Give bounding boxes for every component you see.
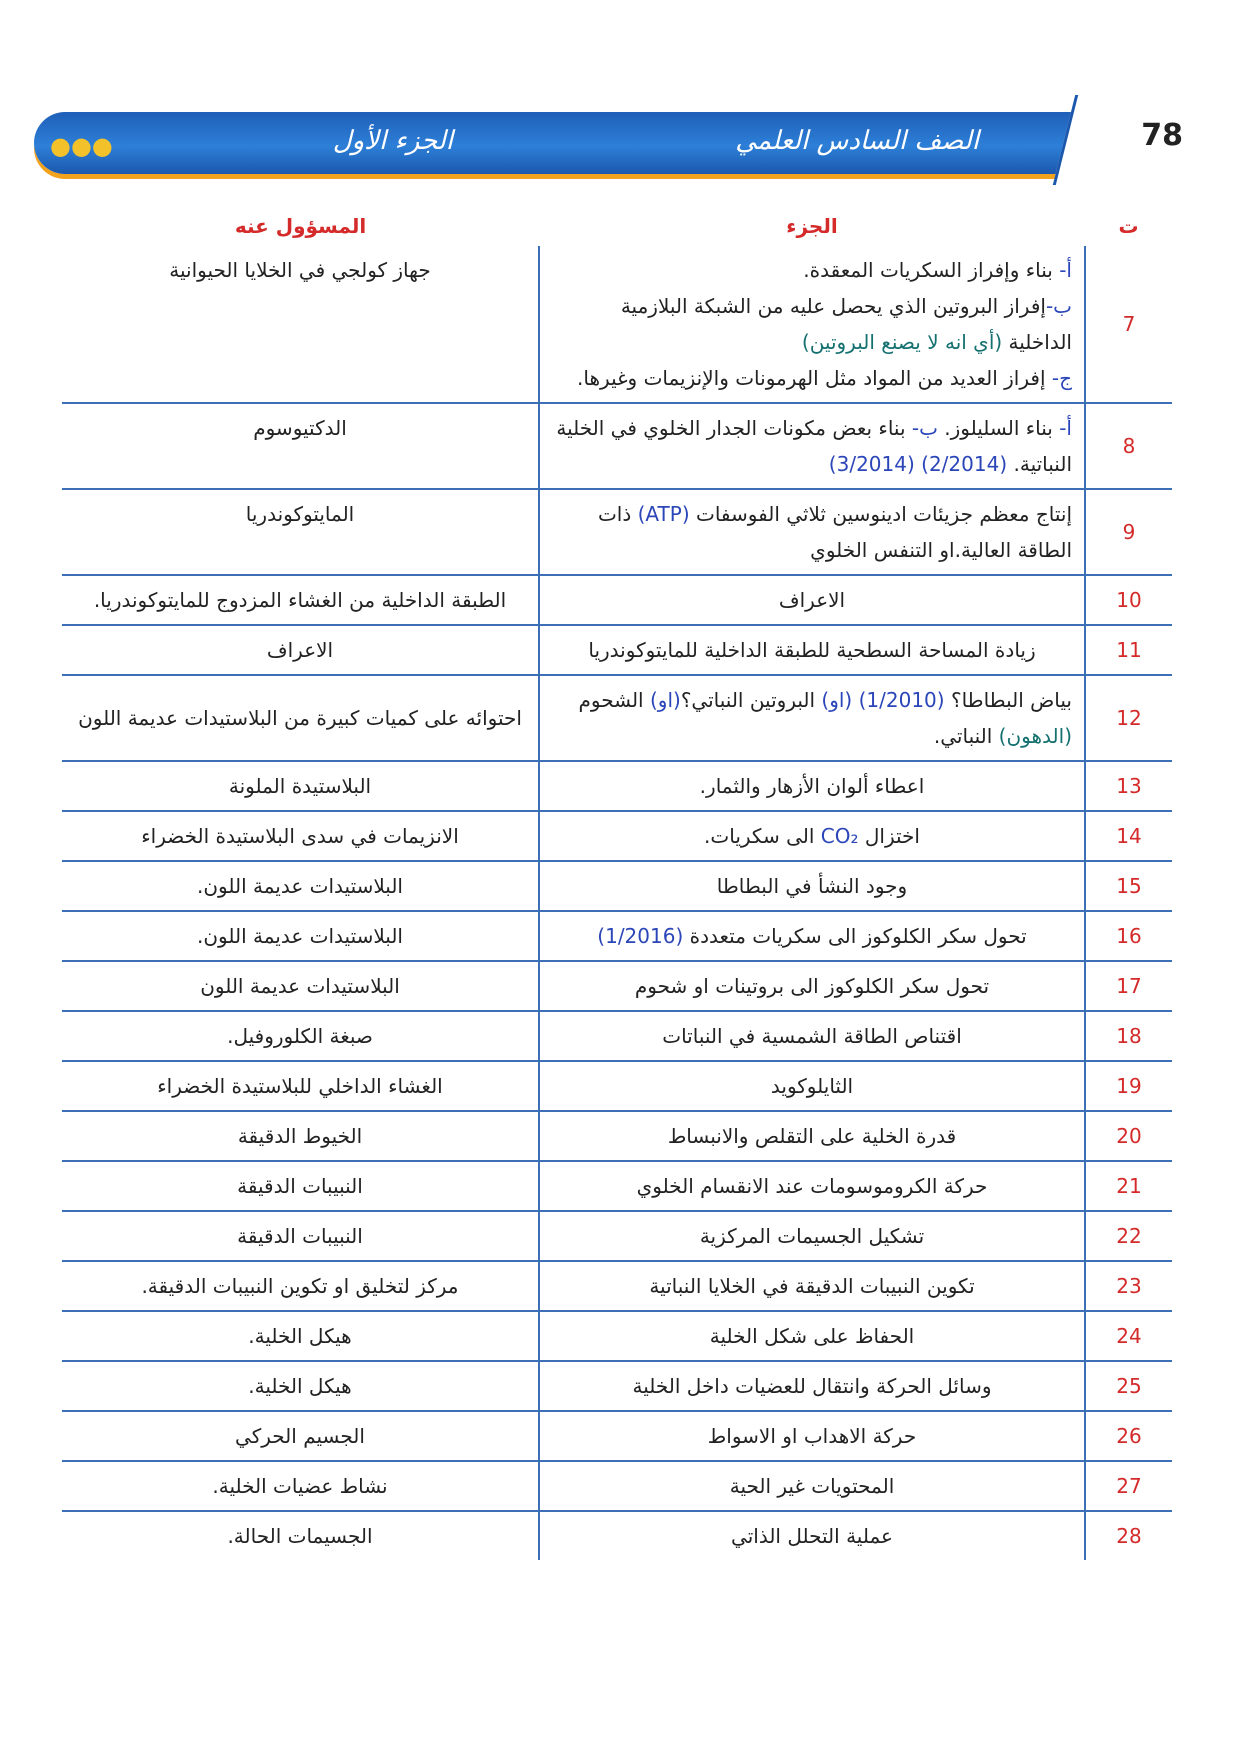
row-number: 19 — [1085, 1061, 1172, 1111]
row-number: 10 — [1085, 575, 1172, 625]
table-row — [62, 861, 1172, 911]
item-text: البروتين النباتي؟ — [680, 688, 822, 712]
row-number: 9 — [1085, 489, 1172, 575]
table-row — [62, 1011, 1172, 1061]
item-text: اختزال — [858, 824, 920, 848]
row-number: 20 — [1085, 1111, 1172, 1161]
header-part: الجزء — [786, 214, 838, 238]
table-row — [62, 1361, 1172, 1411]
row-number: 18 — [1085, 1011, 1172, 1061]
item-text: ذات الطاقة العالية.او التنفس الخلوي — [597, 502, 1072, 562]
table-row — [62, 1111, 1172, 1161]
row-responsible: مركز لتخليق او تكوين النبيبات الدقيقة. — [62, 1261, 539, 1311]
row-part: اعطاء ألوان الأزهار والثمار. — [539, 761, 1085, 811]
row-responsible: الدكتيوسوم — [62, 403, 539, 489]
row-responsible: هيكل الخلية. — [62, 1311, 539, 1361]
row-responsible: الغشاء الداخلي للبلاستيدة الخضراء — [62, 1061, 539, 1111]
part-line-b — [552, 288, 1072, 360]
row-part: الثايلوكويد — [539, 1061, 1085, 1111]
row-responsible: نشاط عضيات الخلية. — [62, 1461, 539, 1511]
exam-year: (1/2016) — [597, 924, 684, 948]
row-part — [539, 675, 1085, 761]
row-part: الحفاظ على شكل الخلية — [539, 1311, 1085, 1361]
item-text: إفراز العديد من المواد مثل الهرمونات والإنزيمات وغيرها. — [577, 366, 1052, 390]
table-row — [62, 1511, 1172, 1560]
table-row — [62, 1461, 1172, 1511]
or-label: (او) — [649, 688, 681, 712]
item-tag: ب- — [911, 416, 938, 440]
row-responsible: الانزيمات في سدى البلاستيدة الخضراء — [62, 811, 539, 861]
item-text: بياض البطاطا؟ — [944, 688, 1072, 712]
row-part — [539, 246, 1085, 403]
header-num: ت — [1118, 214, 1139, 238]
item-tag: أ- — [1059, 416, 1072, 440]
table-row — [62, 761, 1172, 811]
item-text: بناء وإفراز السكريات المعقدة. — [803, 258, 1060, 282]
item-text: بناء السليلوز. — [937, 416, 1060, 440]
row-number: 12 — [1085, 675, 1172, 761]
organelles-table — [62, 208, 1172, 1560]
table-row — [62, 489, 1172, 575]
grade-title: الصف السادس العلمي — [735, 126, 979, 156]
part-line-a — [552, 252, 1072, 288]
row-number: 22 — [1085, 1211, 1172, 1261]
row-number: 21 — [1085, 1161, 1172, 1211]
row-responsible: جهاز كولجي في الخلايا الحيوانية — [169, 258, 431, 282]
row-part: عملية التحلل الذاتي — [539, 1511, 1085, 1560]
row-number: 28 — [1085, 1511, 1172, 1560]
row-part: اقتناص الطاقة الشمسية في النباتات — [539, 1011, 1085, 1061]
table-row — [62, 1161, 1172, 1211]
row-part — [539, 489, 1085, 575]
exam-years: (2/2014) (3/2014) — [828, 452, 1008, 476]
item-tag: ب- — [1045, 294, 1072, 318]
row-part: حركة الكروموسومات عند الانقسام الخلوي — [539, 1161, 1085, 1211]
row-part: حركة الاهداب او الاسواط — [539, 1411, 1085, 1461]
part-title: الجزء الأول — [332, 126, 453, 156]
row-part: تكوين النبيبات الدقيقة في الخلايا النباتية — [539, 1261, 1085, 1311]
row-part — [539, 811, 1085, 861]
table-row — [62, 811, 1172, 861]
table-row — [62, 1261, 1172, 1311]
item-text: النباتي. — [933, 724, 999, 748]
row-number: 16 — [1085, 911, 1172, 961]
row-part: المحتويات غير الحية — [539, 1461, 1085, 1511]
row-responsible: الاعراف — [62, 625, 539, 675]
item-tag: أ- — [1059, 258, 1072, 282]
table-row — [62, 1061, 1172, 1111]
row-number: 23 — [1085, 1261, 1172, 1311]
item-text: الى سكريات. — [704, 824, 821, 848]
row-part: وجود النشأ في البطاطا — [539, 861, 1085, 911]
row-responsible: الخيوط الدقيقة — [62, 1111, 539, 1161]
row-responsible: الطبقة الداخلية من الغشاء المزدوج للمايتوكوندريا. — [62, 575, 539, 625]
row-part: تحول سكر الكلوكوز الى بروتينات او شحوم — [539, 961, 1085, 1011]
item-text: إفراز البروتين الذي يحصل عليه من الشبكة البلازمية الداخلية — [620, 294, 1072, 354]
row-number: 25 — [1085, 1361, 1172, 1411]
item-note: (الدهون) — [998, 724, 1072, 748]
row-responsible: المايتوكوندريا — [62, 489, 539, 575]
row-responsible: صبغة الكلوروفيل. — [62, 1011, 539, 1061]
atp-label: (ATP) — [637, 502, 690, 526]
item-note: (أي انه لا يصنع البروتين) — [801, 330, 1003, 354]
table-row — [62, 403, 1172, 489]
table-row — [62, 575, 1172, 625]
row-number: 17 — [1085, 961, 1172, 1011]
row-part: تشكيل الجسيمات المركزية — [539, 1211, 1085, 1261]
table-row — [62, 625, 1172, 675]
table-row — [62, 961, 1172, 1011]
item-text: بناء بعض مكونات الجدار الخلوي في الخلية النباتية. — [556, 416, 1072, 476]
row-part: قدرة الخلية على التقلص والانبساط — [539, 1111, 1085, 1161]
row-responsible: النبيبات الدقيقة — [62, 1161, 539, 1211]
table-row — [62, 1211, 1172, 1261]
row-responsible: هيكل الخلية. — [62, 1361, 539, 1411]
bees-logo: ●●● — [50, 132, 113, 160]
row-number: 13 — [1085, 761, 1172, 811]
or-label: (او) — [821, 688, 859, 712]
table-row — [62, 1411, 1172, 1461]
row-number: 27 — [1085, 1461, 1172, 1511]
header-responsible: المسؤول عنه — [234, 214, 367, 238]
row-responsible: الجسيم الحركي — [62, 1411, 539, 1461]
row-part — [539, 911, 1085, 961]
row-part: وسائل الحركة وانتقال للعضيات داخل الخلية — [539, 1361, 1085, 1411]
row-part: زيادة المساحة السطحية للطبقة الداخلية للمايتوكوندريا — [539, 625, 1085, 675]
row-responsible: النبيبات الدقيقة — [62, 1211, 539, 1261]
item-text: تحول سكر الكلوكوز الى سكريات متعددة — [683, 924, 1027, 948]
table-row — [62, 246, 1172, 403]
table-row — [62, 675, 1172, 761]
row-number: 7 — [1085, 246, 1172, 403]
row-number: 14 — [1085, 811, 1172, 861]
row-responsible: البلاستيدة الملونة — [62, 761, 539, 811]
page-number: 78 — [1141, 118, 1183, 153]
table-row — [62, 911, 1172, 961]
item-text: الشحوم — [578, 688, 650, 712]
row-number: 26 — [1085, 1411, 1172, 1461]
table-header-row — [62, 208, 1172, 246]
item-text: إنتاج معظم جزيئات ادينوسين ثلاثي الفوسفات — [689, 502, 1072, 526]
co2-label: CO₂ — [820, 824, 859, 848]
row-responsible: البلاستيدات عديمة اللون. — [62, 911, 539, 961]
table-row — [62, 1311, 1172, 1361]
row-part — [539, 403, 1085, 489]
row-part: الاعراف — [539, 575, 1085, 625]
item-tag: ج- — [1051, 366, 1072, 390]
row-responsible: الجسيمات الحالة. — [62, 1511, 539, 1560]
row-number: 15 — [1085, 861, 1172, 911]
row-number: 8 — [1085, 403, 1172, 489]
row-responsible: احتوائه على كميات كبيرة من البلاستيدات عديمة اللون — [62, 675, 539, 761]
row-responsible: البلاستيدات عديمة اللون — [62, 961, 539, 1011]
row-number: 24 — [1085, 1311, 1172, 1361]
row-responsible: البلاستيدات عديمة اللون. — [62, 861, 539, 911]
part-line-c — [552, 360, 1072, 396]
exam-year: (1/2010) — [858, 688, 945, 712]
row-number: 11 — [1085, 625, 1172, 675]
